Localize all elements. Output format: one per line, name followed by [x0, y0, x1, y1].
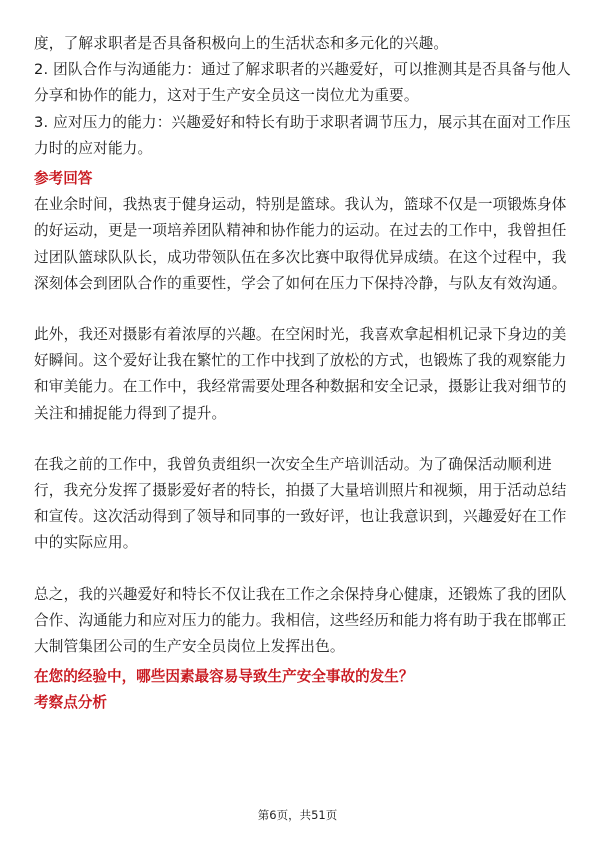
text-line: 此外，我还对摄影有着浓厚的兴趣。在空闲时光，我喜欢拿起相机记录下身边的美 — [34, 326, 567, 344]
paragraph-photography — [34, 322, 567, 427]
text-line: 3. 应对压力的能力：兴趣爱好和特长有助于求职者调节压力，展示其在面对工作压 — [34, 113, 571, 131]
text-line: 中的实际应用。 — [34, 534, 138, 552]
paragraph-summary — [34, 582, 567, 661]
text-line: 过团队篮球队队长，成功带领队伍在多次比赛中取得优异成绩。在这个过程中，我 — [34, 248, 567, 266]
text-line: 和宣传。这次活动得到了领导和同事的一致好评，也让我意识到，兴趣爱好在工作 — [34, 508, 567, 526]
paragraph-basketball — [34, 192, 567, 297]
text-line: 合作、沟通能力和应对压力的能力。我相信，这些经历和能力将有助于我在邯郸正 — [34, 611, 567, 629]
text-line: 总之，我的兴趣爱好和特长不仅让我在工作之余保持身心健康，还锻炼了我的团队 — [34, 585, 567, 603]
text-line: 力时的应对能力。 — [34, 139, 153, 157]
intro-list — [34, 31, 571, 162]
page-footer: 第6页，共51页 — [257, 808, 338, 822]
text-line: 大制管集团公司的生产安全员岗位上发挥出色。 — [34, 638, 345, 656]
text-line: 行，我充分发挥了摄影爱好者的特长，拍摄了大量培训照片和视频，用于活动总结 — [34, 482, 567, 500]
text-line: 深刻体会到团队合作的重要性，学会了如何在压力下保持冷静，与队友有效沟通。 — [34, 274, 567, 292]
text-line: 的好运动，更是一项培养团队精神和协作能力的运动。在过去的工作中，我曾担任 — [34, 222, 567, 240]
page-content — [34, 31, 571, 717]
text-line: 在我之前的工作中，我曾负责组织一次安全生产培训活动。为了确保活动顺利进 — [34, 455, 552, 473]
question-heading: 在您的经验中，哪些因素最容易导致生产安全事故的发生？ — [34, 668, 414, 686]
text-line: 分享和协作的能力，这对于生产安全员这一岗位尤为重要。 — [34, 87, 419, 105]
reference-answer-heading: 参考回答 — [34, 170, 93, 188]
paragraph-training — [34, 452, 567, 557]
text-line: 关注和捕捉能力得到了提升。 — [34, 404, 227, 422]
text-line: 度，了解求职者是否具备积极向上的生活状态和多元化的兴趣。 — [34, 35, 449, 52]
text-line: 好瞬间。这个爱好让我在繁忙的工作中找到了放松的方式，也锻炼了我的观察能力 — [34, 352, 567, 370]
text-line: 2. 团队合作与沟通能力：通过了解求职者的兴趣爱好，可以推测其是否具备与他人 — [34, 61, 571, 79]
text-line: 和审美能力。在工作中，我经常需要处理各种数据和安全记录，摄影让我对细节的 — [34, 378, 567, 396]
analysis-heading: 考察点分析 — [34, 694, 107, 712]
text-line: 在业余时间，我热衷于健身运动，特别是篮球。我认为，篮球不仅是一项锻炼身体 — [34, 196, 567, 214]
